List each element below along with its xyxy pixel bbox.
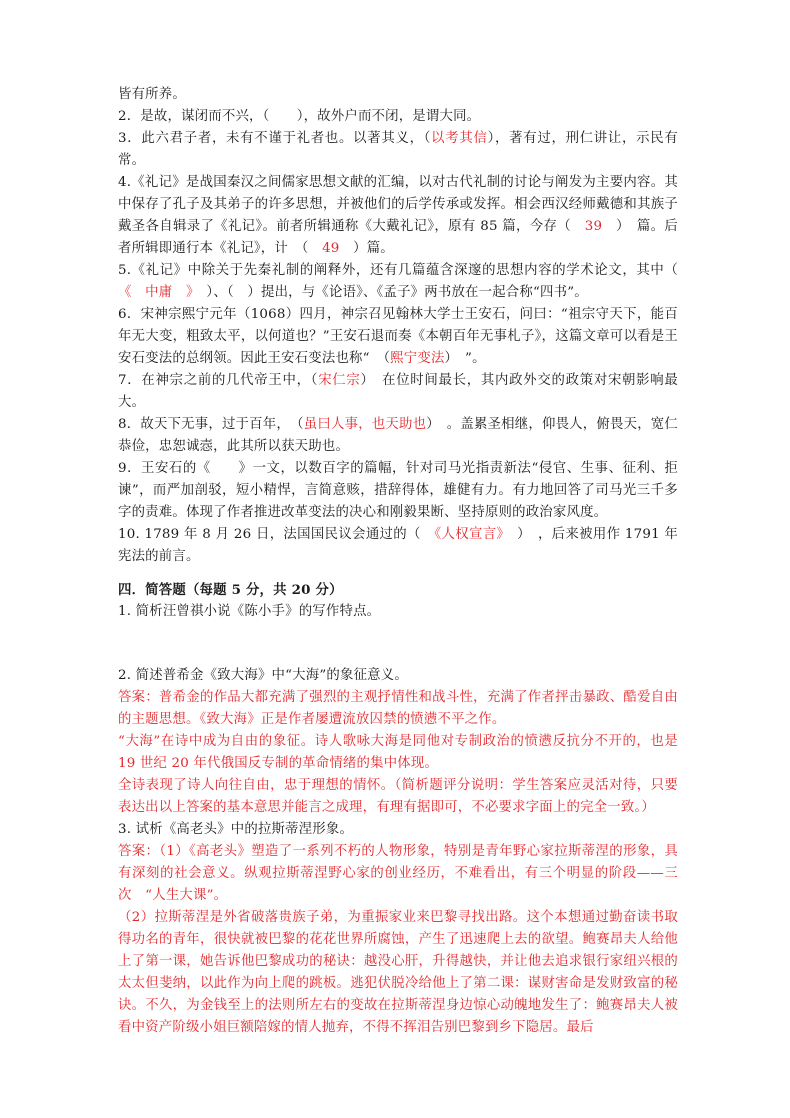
answer-text: 全诗表现了诗人向往自由，忠于理想的情怀。（简析题评分说明：学生答案应灵活对待，只要表达出以上答案的基本意思并能言之成理，有理有据即可，不必要求字面上的完全一致。）: [118, 778, 678, 815]
paragraph: [118, 687, 678, 731]
paragraph: [118, 172, 678, 260]
text-run: 3. 试析《高老头》中的拉斯蒂涅形象。: [118, 822, 354, 837]
text-run: ），著有过，刑仁讲让，示民有常。: [118, 131, 678, 168]
paragraph: [118, 106, 678, 128]
answer-text: 答案：（1）《高老头》塑造了一系列不朽的人物形象，特别是青年野心家拉斯蒂涅的形象，具有深刻的社会意义。纵观拉斯蒂涅野心家的创业经历，不难看出，有三个明显的阶段——三次 “人生大课”。: [118, 844, 678, 903]
paragraph: [118, 665, 678, 687]
paragraph: [118, 907, 678, 1039]
answer-text: 以考其信: [431, 131, 488, 146]
text-run: 10. 1789 年 8 月 26 日，法国国民议会通过的（: [118, 527, 435, 542]
text-run: 四．简答题（每题 5 分，共 20 分）: [118, 582, 343, 598]
paragraph: [118, 819, 678, 841]
text-run: 皆有所养。: [118, 87, 186, 102]
text-run: 1. 简析汪曾祺小说《陈小手》的写作特点。: [118, 604, 381, 619]
text-run: ） ”。: [444, 351, 486, 366]
paragraph: [118, 370, 678, 414]
section-heading: [118, 579, 678, 601]
blank-answer-space: [118, 623, 678, 665]
text-run: 4.《礼记》是战国秦汉之间儒家思想文献的汇编，以对古代礼制的讨论与阐发为主要内容。其中保存了孔子及其弟子的许多思想，并被他们的后学传承或发挥。相会西汉经师戴德和其族子戴圣各自辑录了《礼记》。前者所辑通称《大戴礼记》，原有 85 篇，今存（: [118, 175, 678, 234]
text-run: 6．宋神宗熙宁元年（1068）四月，神宗召见翰林大学士王安石，问曰：“祖宗守天下，能百年无大变，粗致太平，以何道也？”王安石退而奏《本朝百年无事札子》，这篇文章可以看是王安石变法的总纲领。因此王安石变法也称“ （: [118, 307, 678, 366]
text-run: 2．是故，谋闭而不兴，（ ），故外户而不闭，是谓大同。: [118, 109, 481, 124]
answer-text: 49: [322, 241, 340, 256]
answer-text: 答案：普希金的作品大都充满了强烈的主观抒情性和战斗性，充满了作者抨击暴政、酷爱自由的主题思想。《致大海》正是作者屡遭流放囚禁的愤懑不平之作。: [118, 690, 678, 727]
answer-text: 熙宁变法: [390, 351, 445, 366]
text-run: ） ，后来被用作 1791 年宪法的前言。: [118, 527, 678, 564]
answer-text: （2）拉斯蒂涅是外省破落贵族子弟，为重振家业来巴黎寻找出路。这个本想通过勤奋读书取得功名的青年，很快就被巴黎的花花世界所腐蚀，产生了迅速爬上去的欲望。鲍赛昂夫人给他上了第一课，她告诉他巴黎成功的秘诀：越没心肝，升得越快，并让他去追求银行家纽兴根的太太但斐纳，以此作为向上爬的跳板。逃犯伏脱冷给他上了第二课：谋财害命是发财致富的秘诀。不久，为金钱至上的法则所左右的变故在拉斯蒂涅身边惊心动魄地发生了：鲍赛昂夫人被看中资产阶级小姐巨额陪嫁的情人抛弃，不得不挥泪告别巴黎到乡下隐居。最后: [118, 910, 678, 1035]
paragraph: [118, 731, 678, 775]
text-run: ） 。盖累圣相继，仰畏人，俯畏天，宽仁恭俭，忠恕诚悫，此其所以获天助也。: [118, 417, 678, 454]
paragraph: [118, 841, 678, 907]
paragraph: [118, 458, 678, 524]
text-run: ）篇。: [339, 241, 394, 256]
answer-text: 宋仁宗: [318, 373, 361, 388]
paragraph: [118, 601, 678, 623]
text-run: 3．此六君子者，未有不谨于礼者也。以著其义，（: [118, 131, 432, 146]
text-run: 2. 简述普希金《致大海》中“大海”的象征意义。: [118, 668, 408, 683]
text-run: 8．故天下无事，过于百年， （: [118, 417, 304, 432]
paragraph: [118, 414, 678, 458]
paragraph: [118, 260, 692, 304]
paragraph: [118, 524, 678, 568]
paragraph: [118, 304, 678, 370]
paragraph: [118, 84, 678, 106]
answer-text: 《 中庸 》: [118, 285, 193, 300]
text-run: ）、（ ）提出，与《论语》、《孟子》两书放在一起合称“四书”。: [192, 285, 588, 300]
text-run: 5.《礼记》中除关于先秦礼制的阐释外，还有几篇蕴含深邃的思想内容的学术论文，其中（: [118, 263, 692, 278]
answer-text: 虽曰人事，也天助也: [303, 417, 427, 432]
text-run: ） 篇。后者所辑即通行本《礼记》，计 （: [118, 219, 678, 256]
text-run: ） 在位时间最长，其内政外交的政策对宋朝影响最大。: [118, 373, 678, 410]
answer-text: 39: [584, 219, 603, 234]
answer-text: 《人权宣言》: [434, 527, 504, 542]
paragraph: [118, 128, 678, 172]
answer-text: “大海”在诗中成为自由的象征。诗人歌咏大海是同他对专制政治的愤懑反抗分不开的，也是 19 世纪 20 年代俄国反专制的革命情绪的集中体现。: [118, 734, 678, 771]
text-run: 9．王安石的《 》一文，以数百字的篇幅，针对司马光指责新法“侵官、生事、征利、拒谏”，而严加剖驳，短小精悍，言简意赅，措辞得体，雄健有力。有力地回答了司马光三千多字的责难。体现了作者推进改革变法的决心和刚毅果断、坚持原则的政治家风度。: [118, 461, 678, 520]
paragraph: [118, 775, 678, 819]
text-run: 7．在神宗之前的几代帝王中，（: [118, 373, 319, 388]
